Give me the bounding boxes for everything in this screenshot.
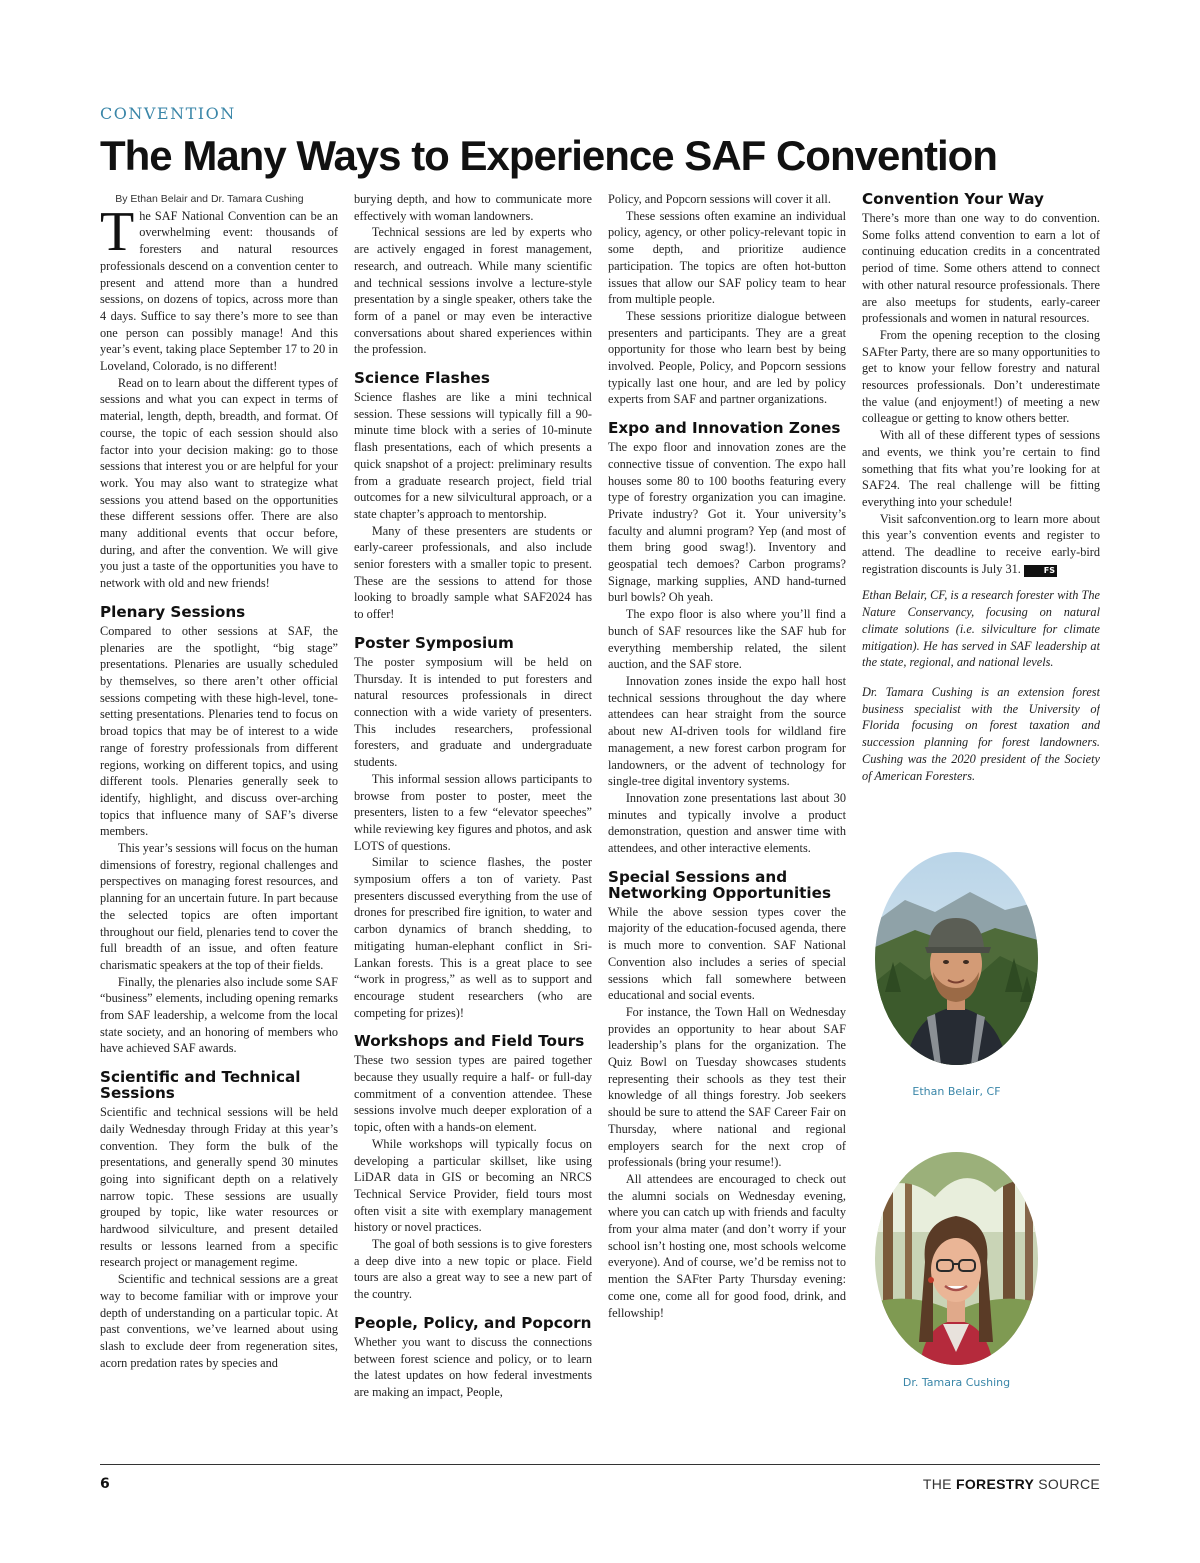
body-paragraph: Innovation zone presentations last about 30 minutes and typically involve a product demonstration, question and answer time with attendees, and other interactive elements.: [608, 790, 846, 856]
body-paragraph: Compared to other sessions at SAF, the plenaries are the spotlight, “big stage” presentations. Plenaries are usually scheduled by themselves, so there aren’t other official sessions competing with these high-level, tone-setting presentations. Plenaries tend to focus on broad topics that may be of interest to a wide range of forestry professionals from different regions, working on different topics, and using different tools. Plenaries generally seek to identify, highlight, and discuss over-arching topics that influence many of SAF’s diverse members.: [100, 623, 338, 839]
body-paragraph: These two session types are paired together because they usually require a half- or full-day commitment of a convention attendee. These sessions involve much deeper exploration of a topic, often with a hands-on element.: [354, 1053, 592, 1135]
masthead-source: SOURCE: [1034, 1476, 1100, 1492]
section-heading-policy: People, Policy, and Popcorn: [354, 1313, 592, 1332]
intro-paragraph: [100, 200, 338, 375]
end-mark-icon: FS: [1024, 565, 1057, 577]
masthead-forestry: FORESTRY: [956, 1476, 1035, 1492]
body-paragraph: While the above session types cover the majority of the education-focused agenda, there is much more to convention. SAF National Convention also includes a series of special sessions which fall somewhere between educational and social events.: [608, 904, 846, 1003]
closing-text: Visit safconvention.org to learn more about this year’s convention events and register to attend. The deadline to receive early-bird registration discounts is July 31.: [862, 511, 1100, 576]
body-paragraph: Many of these presenters are students or early-career professionals, and also include senior foresters with a smaller topic to present. These are the sessions to attend for those looking to broadly sample what SAF2024 has to offer!: [354, 523, 592, 622]
column-1: [100, 191, 338, 1426]
column-3: [608, 191, 846, 1426]
author-photo-cushing: [875, 1152, 1038, 1365]
body-paragraph: Scientific and technical sessions will be held daily Wednesday through Friday at this year’s convention. They form the bulk of the presentations, and generally spend 30 minutes going into significant depth on a relatively narrow topic. These sessions are usually grouped by topic, like water resources or hardwood silviculture, and present detailed results or lessons learned from a specific research project or management regime.: [100, 1105, 338, 1270]
photo-caption-belair: Ethan Belair, CF: [912, 1085, 1001, 1098]
author-bios: [862, 587, 1100, 784]
body-paragraph: With all of these different types of sessions and events, we think you’re certain to find something that fits what you’re looking for at SAF24. The real challenge will be fitting everything into your schedule!: [862, 428, 1100, 509]
section-heading-workshops: Workshops and Field Tours: [354, 1032, 585, 1051]
masthead-the: THE: [922, 1476, 956, 1492]
body-paragraph: This year’s sessions will focus on the human dimensions of forestry, regional challenges and perspectives on managing forest resources, and planning for an uncertain future. In part because the selected topics are often important throughout our field, plenaries tend to cover the full breadth of an issue, and often feature charismatic speakers at the top of their fields.: [100, 841, 338, 972]
body-paragraph: While workshops will typically focus on developing a particular skillset, like using LiDAR data in GIS or becoming an NRCS Technical Service Provider, field tours most often visit a site with exemplary management history or novel practices.: [354, 1136, 592, 1235]
section-heading-special: Special Sessions and Networking Opportunities: [608, 867, 831, 902]
section-heading-flashes: Science Flashes: [354, 369, 490, 388]
footer-divider: [100, 1464, 1100, 1465]
author-bio-belair: Ethan Belair, CF, is a research forester with The Nature Conservancy, focusing on natural climate solutions (i.e. silviculture for climate mitigation). He has served in SAF leadership at the state, regional, and national levels.: [862, 588, 1100, 670]
body-paragraph: This informal session allows participants to browse from poster to poster, meet the presenters, listen to a few “elevator speeches” while reviewing key figures and photos, and ask LOTS of questions.: [354, 771, 592, 853]
section-heading-plenary: Plenary Sessions: [100, 602, 246, 621]
body-paragraph: These sessions prioritize dialogue between presenters and participants. They are a great opportunity for those who learn best by being involved. People, Policy, and Popcorn sessions typically last one hour, and are led by policy experts from SAF and partner organizations.: [608, 308, 846, 407]
body-paragraph: The expo floor is also where you’ll find a bunch of SAF resources like the SAF hub for everything membership related, the silent auction, and the SAF store.: [608, 607, 846, 672]
body-paragraph: Whether you want to discuss the connections between forest science and policy, or to learn the latest updates on how federal investments are making an impact, People,: [354, 1334, 592, 1399]
body-paragraph: Finally, the plenaries also include some SAF “business” elements, including opening remarks from SAF leadership, a welcome from the local state society, and an honoring of members who have achieved SAF awards.: [100, 974, 338, 1056]
portrait-cushing-icon: [875, 1152, 1038, 1365]
intro-text: he SAF National Convention can be an overwhelming event: thousands of foresters and natural resources professionals descend on a convention center to present and attend more than a hundred sessions, on dozens of topics, across more than 4 days. Suffice to say there’s more to see than one person can possibly manage! And this year’s event, taking place September 17 to 20 in Loveland, Colorado, is no different!: [100, 208, 338, 374]
body-paragraph: Technical sessions are led by experts who are actively engaged in forest management, research, and outreach. While many scientific and technical sessions involve a lecture-style presentation by a single speaker, others take the form of a panel or may even be interactive conversations about shared experiences within the profession.: [354, 225, 592, 357]
publication-masthead: [923, 1476, 1100, 1492]
body-paragraph: From the opening reception to the closing SAFter Party, there are so many opportunities to get to know your fellow forestry and natural resources professionals. Don’t underestimate the value (and enjoyment!) of meeting a new colleague or getting to know others better.: [862, 327, 1100, 426]
section-heading-your-way: Convention Your Way: [862, 191, 1044, 208]
page-number: 6: [100, 1476, 110, 1492]
drop-cap: T: [100, 200, 135, 263]
body-paragraph: Science flashes are like a mini technical session. These sessions will typically fill a 90-minute time block with a series of 10-minute flash presentations, each of which presents a quick snapshot of a project: preliminary results from a graduate research project, field trial outcomes for a new silvicultural approach, or a state chapter’s approach to mentorship.: [354, 390, 592, 521]
body-paragraph: The goal of both sessions is to give foresters a deep dive into a new topic or place. Field tours are also a great way to see a new part of the country.: [354, 1237, 592, 1302]
body-paragraph: Innovation zones inside the expo hall host technical sessions throughout the day where attendees can hear straight from the source about new AI-driven tools for wildland fire management, a new forest carbon program for landowners, or the advent of technology for single-tree digital inventory systems.: [608, 673, 846, 789]
body-paragraph: Policy, and Popcorn sessions will cover it all.: [608, 192, 831, 206]
body-paragraph: burying depth, and how to communicate more effectively with woman landowners.: [354, 192, 592, 223]
body-paragraph: Scientific and technical sessions are a great way to become familiar with or improve your depth of understanding on a particular topic. At past conventions, we’ve learned about using slash to exclude deer from regeneration sites, acorn predation rates by species and: [100, 1272, 338, 1370]
body-paragraph: Read on to learn about the different types of sessions and what you can expect in terms of material, length, depth, breadth, and format. Of course, the topic of each session should also factor into your decision making: go to those sessions that interest you or are helpful for your work. You may also want to strategize what sessions you attend based on the opportunities these different sessions offer. There are also many additional events that occur before, during, and after the convention. We will give you just a taste of the opportunities you have to network with old and new friends!: [100, 375, 338, 591]
photo-caption-cushing: Dr. Tamara Cushing: [902, 1376, 1011, 1389]
author-bio-cushing: Dr. Tamara Cushing is an extension forest business specialist with the University of Florida focusing on forest taxation and succession planning for forest landowners. Cushing was the 2020 president of the Society of American Foresters.: [862, 684, 1100, 783]
section-heading-poster: Poster Symposium: [354, 633, 514, 652]
body-paragraph: These sessions often examine an individual policy, agency, or other policy-relevant topic in some depth, and prioritize audience participation. The topics are often hot-button issues that allow our SAF policy team to hear from multiple people.: [608, 208, 846, 307]
body-paragraph: All attendees are encouraged to check out the alumni socials on Wednesday evening, where you can catch up with friends and faculty from your alma mater (and don’t worry if your school isn’t hosting one, most schools welcome everyone). And of course, we’d be remiss not to mention the SAFter Party Thursday evening: come one, come all for good food, drink, and fellowship!: [608, 1171, 846, 1320]
author-photo-belair: [875, 852, 1038, 1065]
portrait-belair-icon: [875, 852, 1038, 1065]
body-paragraph: For instance, the Town Hall on Wednesday provides an opportunity to hear about SAF leadership’s plans for the organization. The Quiz Bowl on Tuesday showcases students representing their schools as they test their knowledge of all things forestry. Job seekers should be sure to attend the SAF Career Fair on Thursday, where national and regional employers search for the next crop of professionals (bring your resume!).: [608, 1004, 846, 1170]
article-title: The Many Ways to Experience SAF Convention: [100, 132, 997, 179]
section-kicker: CONVENTION: [100, 104, 236, 123]
column-2: [354, 191, 592, 1426]
section-heading-scitech: Scientific and Technical Sessions: [100, 1068, 301, 1103]
body-paragraph: The poster symposium will be held on Thursday. It is intended to put foresters and natural resources professionals in direct connection with a wide variety of presenters. This includes researchers, professional foresters, and graduate and undergraduate students.: [354, 654, 592, 770]
section-heading-expo: Expo and Innovation Zones: [608, 419, 841, 438]
body-paragraph: The expo floor and innovation zones are the connective tissue of convention. The expo hall houses some 80 to 100 booths featuring every type of forestry organization you can imagine. Private industry? Got it. Your university’s faculty and alumni program? Yep (and most of them bring good swag!). Inventory and geospatial tech demoes? Carbon programs? Signage, marking supplies, AND hand-turned burl bowls? Oh yeah.: [608, 440, 846, 605]
byline: By Ethan Belair and Dr. Tamara Cushing: [115, 193, 304, 205]
body-paragraph: Similar to science flashes, the poster symposium offers a ton of variety. Past presenters discussed everything from the use of drones for prescribed fire ignition, to water and carbon dynamics of branch shedding, to mitigating human-elephant conflict in Sri-Lankan forests. This is a great place to see “work in progress,” as well as to support and encourage student researchers (who are competing for prizes)!: [354, 855, 592, 1020]
body-paragraph: There’s more than one way to do convention. Some folks attend convention to earn a lot of continuing education credits in a concentrated period of time. Some others attend to connect with other natural resource professionals. There are also meetups for students, early-career professionals and women in natural resources.: [862, 211, 1100, 326]
body-paragraph: [862, 511, 1100, 578]
